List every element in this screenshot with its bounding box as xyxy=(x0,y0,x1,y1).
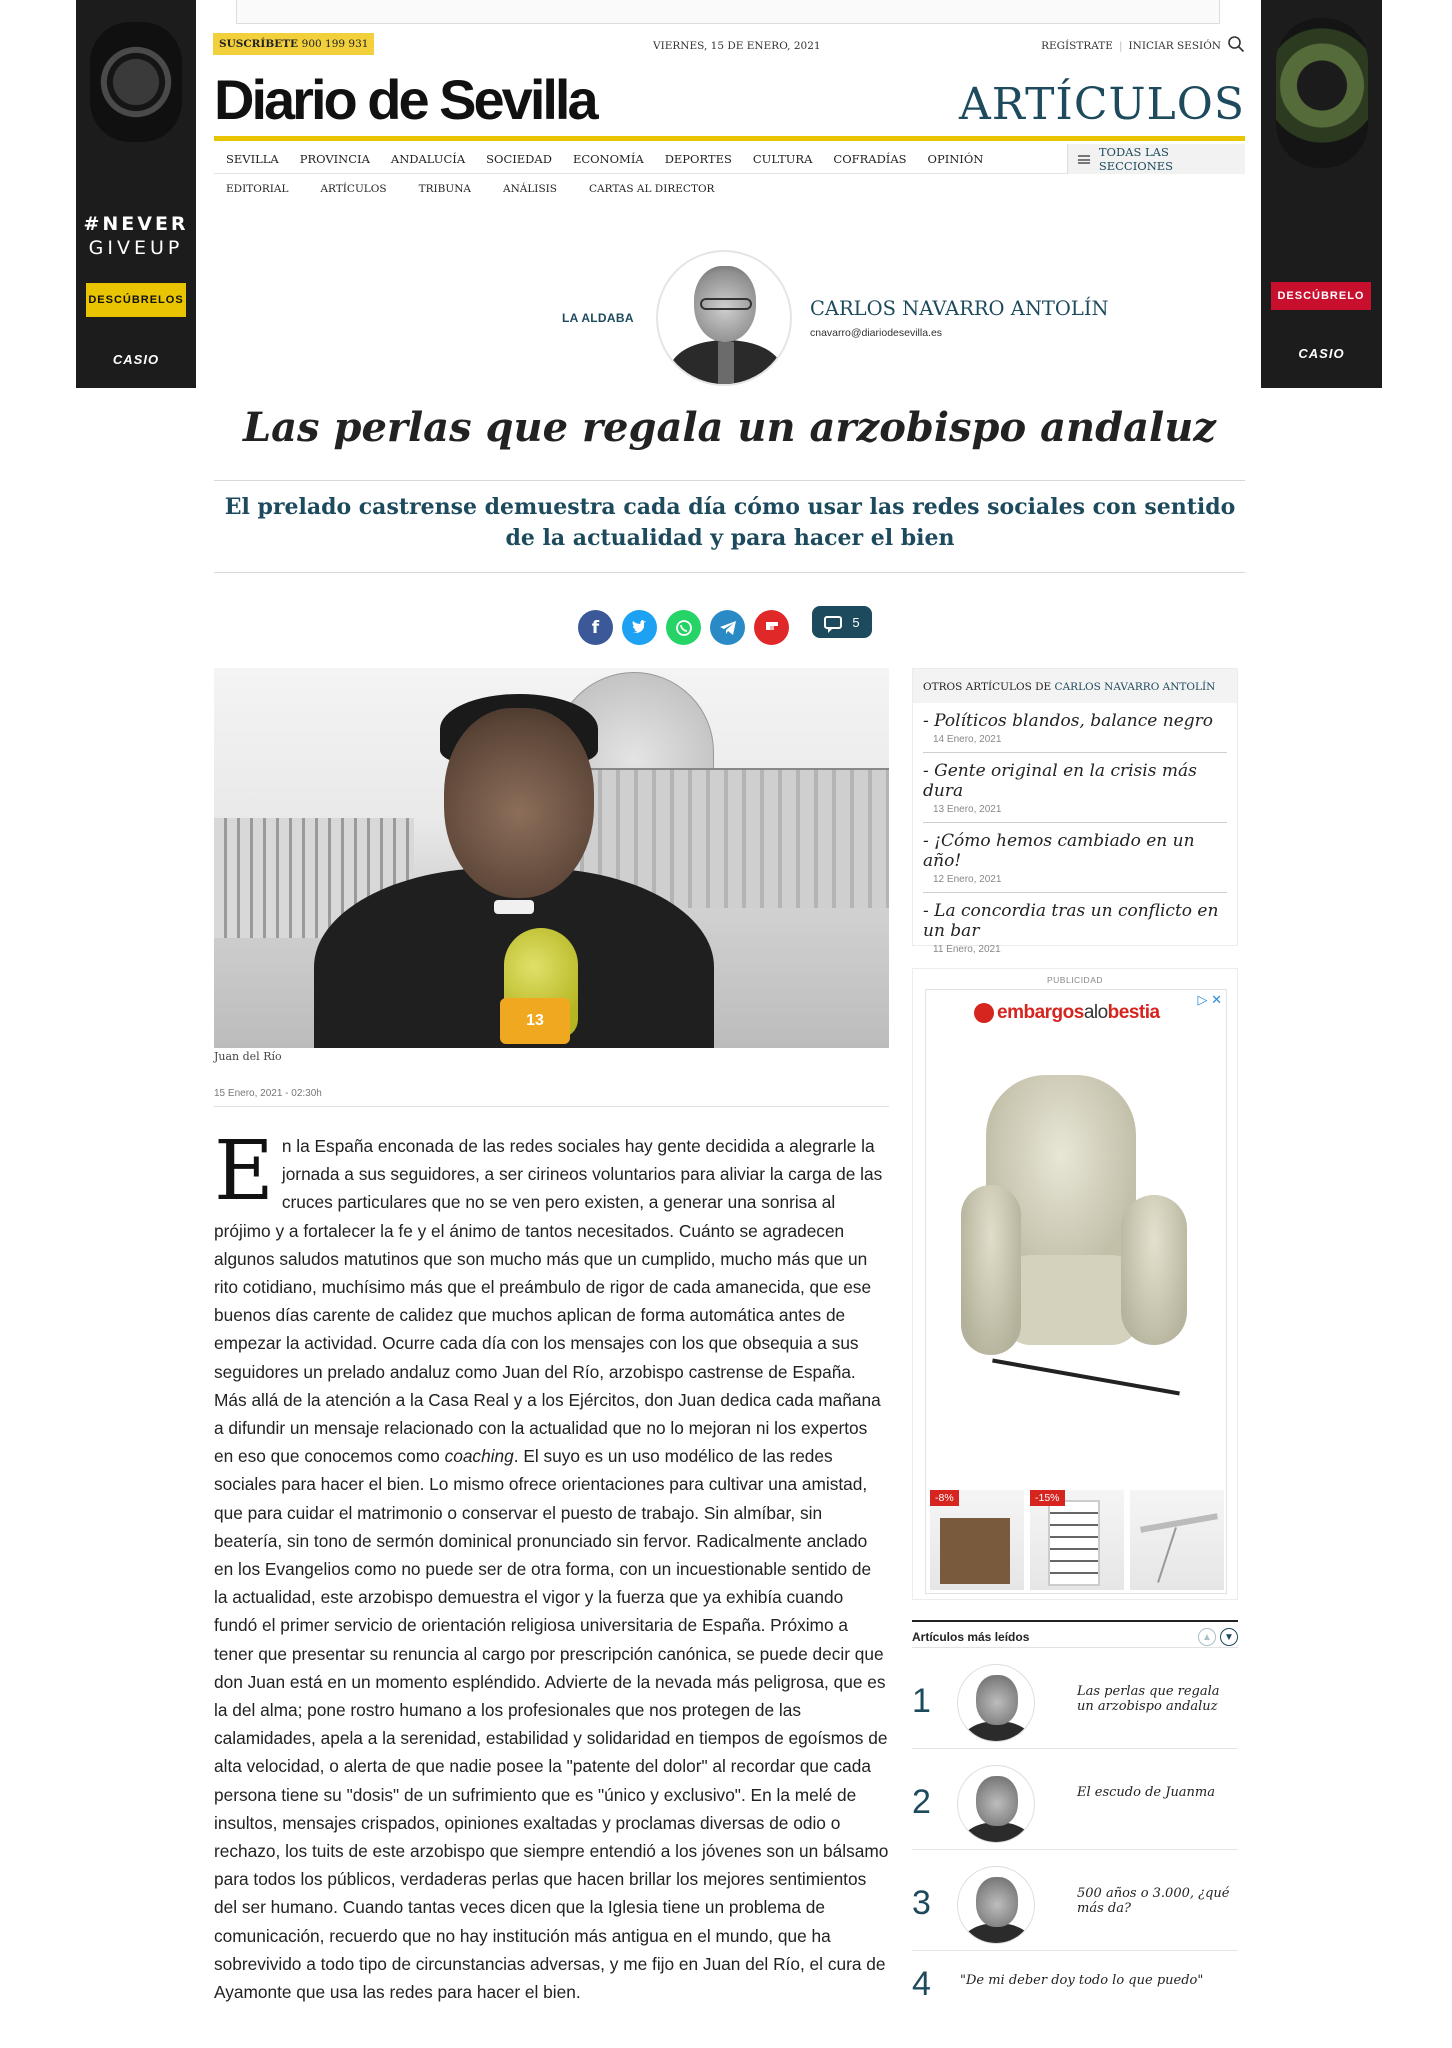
nav-item-opinion[interactable]: OPINIÓN xyxy=(927,152,984,166)
most-read-item[interactable]: 3 500 años o 3.000, ¿qué más da? xyxy=(912,1850,1238,1951)
masthead-rule xyxy=(214,136,1245,141)
ad-cta-button[interactable]: DESCÚBRELO xyxy=(1271,282,1371,310)
ad-brand-logo: CASIO xyxy=(1298,346,1345,361)
subnav-item-analisis[interactable]: ANÁLISIS xyxy=(502,183,557,195)
most-read-item[interactable]: 2 El escudo de Juanma xyxy=(912,1749,1238,1850)
section-title[interactable]: ARTÍCULOS xyxy=(958,79,1245,130)
flipboard-share-icon[interactable] xyxy=(754,610,789,645)
article-headline: Las perlas que regala un arzobispo andaluz xyxy=(242,404,1217,451)
chevron-up-icon[interactable]: ▲ xyxy=(1198,1628,1216,1646)
recliner-chair-image xyxy=(961,1075,1191,1375)
ad-brand-logo: embargosalobestia xyxy=(974,1002,1160,1024)
utility-bar xyxy=(213,31,1245,61)
divider xyxy=(214,572,1245,573)
other-article-item[interactable]: - Gente original en la crisis más dura 13 Enero, 2021 xyxy=(923,753,1227,823)
author-thumbnail xyxy=(957,1765,1035,1843)
ad-choices-icon[interactable]: ▷ ✕ xyxy=(1197,992,1222,1007)
all-sections-button[interactable] xyxy=(1067,144,1245,174)
register-link[interactable]: REGÍSTRATE xyxy=(1041,40,1113,52)
article-main-image[interactable] xyxy=(214,668,889,1048)
nav-item-sociedad[interactable]: SOCIEDAD xyxy=(486,152,552,166)
other-article-item[interactable]: - Políticos blandos, balance negro 14 Enero, 2021 xyxy=(923,703,1227,753)
other-articles-heading: OTROS ARTÍCULOS DE CARLOS NAVARRO ANTOLÍN xyxy=(913,669,1237,703)
other-articles-author-link[interactable]: CARLOS NAVARRO ANTOLÍN xyxy=(1054,681,1216,693)
right-side-ad[interactable] xyxy=(1261,0,1382,388)
subnav-item-tribuna[interactable]: TRIBUNA xyxy=(418,183,471,195)
login-link[interactable]: INICIAR SESIÓN xyxy=(1128,40,1221,52)
nav-item-sevilla[interactable]: SEVILLA xyxy=(226,152,279,166)
search-icon[interactable] xyxy=(1227,35,1245,53)
subnav-item-editorial[interactable]: EDITORIAL xyxy=(226,183,289,195)
sidebar-ad xyxy=(912,968,1238,1600)
ad-product-thumbnails xyxy=(930,1490,1224,1590)
most-read-box xyxy=(912,1620,1238,2011)
account-links: REGÍSTRATE | INICIAR SESIÓN xyxy=(1041,40,1221,52)
most-read-item[interactable]: 1 Las perlas que regala un arzobispo andaluz xyxy=(912,1648,1238,1749)
publish-date: 15 Enero, 2021 - 02:30h xyxy=(214,1088,322,1099)
ad-product-thumb[interactable] xyxy=(1130,1490,1224,1590)
twitter-share-icon[interactable] xyxy=(622,610,657,645)
nav-item-deportes[interactable]: DEPORTES xyxy=(664,152,732,166)
comments-button[interactable] xyxy=(812,606,872,638)
nav-item-cofradias[interactable]: COFRADÍAS xyxy=(833,152,907,166)
article-body: En la España enconada de las redes sociales hay gente decidida a alegrarle la jornada a sus seguidores, a ser cirineos voluntarios para aliviar la carga de las cruces particulares que no se ven pero existen, a generar una sonrisa al prójimo y a fortalecer la fe y el ánimo de tantos necesitados. Cuánto se agradecen algunos saludos matutinos que son mucho más que un cumplido, mucho más que un rito cotidiano, muchísimo más que el preámbulo de rigor de cada amanecida, que ese buenos días carente de calidez que muchos aplican de forma automática antes de empezar la actividad. Ocurre cada día con los mensajes con los que obsequia a sus seguidores un prelado andaluz como Juan del Río, arzobispo castrense de España. Más allá de la atención a la Casa Real y a los Ejércitos, don Juan dedica cada mañana a difundir un mensaje relacionado con la actualidad que no lo mejoran ni los expertos en eso que conocemos como coaching. El suyo es un uso modélico de las redes sociales para hacer el bien. Lo mismo ofrece orientaciones para cultivar una amistad, que para cuidar el matrimonio o conservar el puesto de trabajo. Sin almíbar, sin beatería, sin tono de sermón dominical pronunciado sin fervor. Radicalmente anclado en los Evangelios como no puede ser de otra forma, con un incuestionable sentido de la actualidad, este arzobispo demuestra el vigor y la fuerza que ya exhibía cuando fundó el primer servicio de orientación religiosa universitaria de España. Próximo a tener que presentar su renuncia al cargo por prescripción canónica, se puede decir que don Juan está en un momento espléndido. Advierte de la nevada más peligrosa, que es la del alma; pone rostro humano a los profesionales que nos protegen de las calamidades, apela a la serenidad, estabilidad y solidaridad en tiempos de egoísmos de alta velocidad, o alerta de que nadie posee la "patente del dolor" al recordar que cada persona tiene su "dosis" de un sufrimiento que es "único y exclusivo". En la melé de insultos, mensajes crispados, opiniones exaltadas y proclamas diversas de odio o rechazo, los tuits de este arzobispo que siempre entendió a los jóvenes son un bálsamo para todos los públicos, verdaderas perlas que hacen brillar los mejores sentimientos del ser humano. Cuando tantas veces dicen que la Iglesia tiene un problema de comunicación, recuerdo que no hay institución más antigua en el mundo, que ha sobrevivido a todo tipo de circunstancias adversas, y me fijo en Juan del Río, el cura de Ayamonte que usa las redes para hacer el bien. xyxy=(214,1124,889,2003)
primary-nav xyxy=(214,144,1245,174)
other-article-item[interactable]: - La concordia tras un conflicto en un bar 11 Enero, 2021 xyxy=(923,901,1219,955)
nav-item-andalucia[interactable]: ANDALUCÍA xyxy=(390,152,466,166)
watch-image xyxy=(1276,18,1368,168)
author-name[interactable]: CARLOS NAVARRO ANTOLÍN xyxy=(810,297,1109,320)
author-thumbnail xyxy=(957,1866,1035,1944)
nav-item-economia[interactable]: ECONOMÍA xyxy=(572,152,644,166)
watch-image xyxy=(90,22,182,142)
divider xyxy=(214,480,1245,481)
mic-logo: 13 xyxy=(500,998,570,1044)
top-banner-ad[interactable] xyxy=(236,0,1220,24)
ad-product-thumb[interactable] xyxy=(1030,1490,1124,1590)
column-kicker[interactable]: LA ALDABA xyxy=(562,311,634,325)
divider xyxy=(214,1106,889,1107)
article-subheadline: El prelado castrense demuestra cada día cómo usar las redes sociales con sentido de la actualidad y para hacer el bien xyxy=(224,494,1236,551)
emphasis: coaching xyxy=(444,1446,514,1467)
author-avatar[interactable] xyxy=(656,250,792,386)
most-read-item[interactable]: 4 "De mi deber doy todo lo que puedo" xyxy=(912,1965,1204,2003)
discount-badge: -8% xyxy=(930,1490,959,1506)
drop-cap: E xyxy=(214,1124,274,1219)
subscribe-button[interactable]: SUSCRÍBETE 900 199 931 xyxy=(213,33,374,55)
site-logo[interactable]: Diario de Sevilla xyxy=(214,68,596,131)
chevron-down-icon[interactable]: ▼ xyxy=(1220,1628,1238,1646)
secondary-nav xyxy=(226,183,746,195)
share-bar xyxy=(578,610,789,645)
discount-badge: -15% xyxy=(1030,1490,1065,1506)
comment-count: 5 xyxy=(852,614,860,630)
other-articles-box xyxy=(912,668,1238,955)
subnav-item-cartas[interactable]: CARTAS AL DIRECTOR xyxy=(589,183,715,195)
whatsapp-share-icon[interactable] xyxy=(666,610,701,645)
ad-label: PUBLICIDAD xyxy=(1046,975,1103,985)
ad-brand-logo: CASIO xyxy=(112,352,160,367)
menu-icon xyxy=(1078,155,1090,164)
all-sections-label: TODAS LAS SECCIONES xyxy=(1098,145,1174,173)
image-caption: Juan del Río xyxy=(214,1050,282,1063)
telegram-share-icon[interactable] xyxy=(710,610,745,645)
other-article-item[interactable]: - ¡Cómo hemos cambiado en un año! 12 Enero, 2021 xyxy=(923,823,1227,893)
most-read-heading: Artículos más leídos ▲ ▼ xyxy=(912,1620,1238,1648)
comment-icon xyxy=(824,616,842,629)
ad-slogan: #NEVER GIVEUP xyxy=(83,213,189,259)
author-email[interactable]: cnavarro@diariodesevilla.es xyxy=(810,327,943,339)
nav-item-provincia[interactable]: PROVINCIA xyxy=(299,152,370,166)
subnav-item-articulos[interactable]: ARTÍCULOS xyxy=(320,183,387,195)
ad-creative[interactable] xyxy=(925,989,1227,1594)
left-side-ad[interactable] xyxy=(76,0,196,388)
nav-item-cultura[interactable]: CULTURA xyxy=(752,152,813,166)
author-thumbnail xyxy=(957,1664,1035,1742)
facebook-share-icon[interactable]: f xyxy=(578,610,613,645)
ad-product-thumb[interactable] xyxy=(930,1490,1024,1590)
current-date: VIERNES, 15 DE ENERO, 2021 xyxy=(653,40,821,52)
ad-cta-button[interactable]: DESCÚBRELOS xyxy=(86,283,186,317)
